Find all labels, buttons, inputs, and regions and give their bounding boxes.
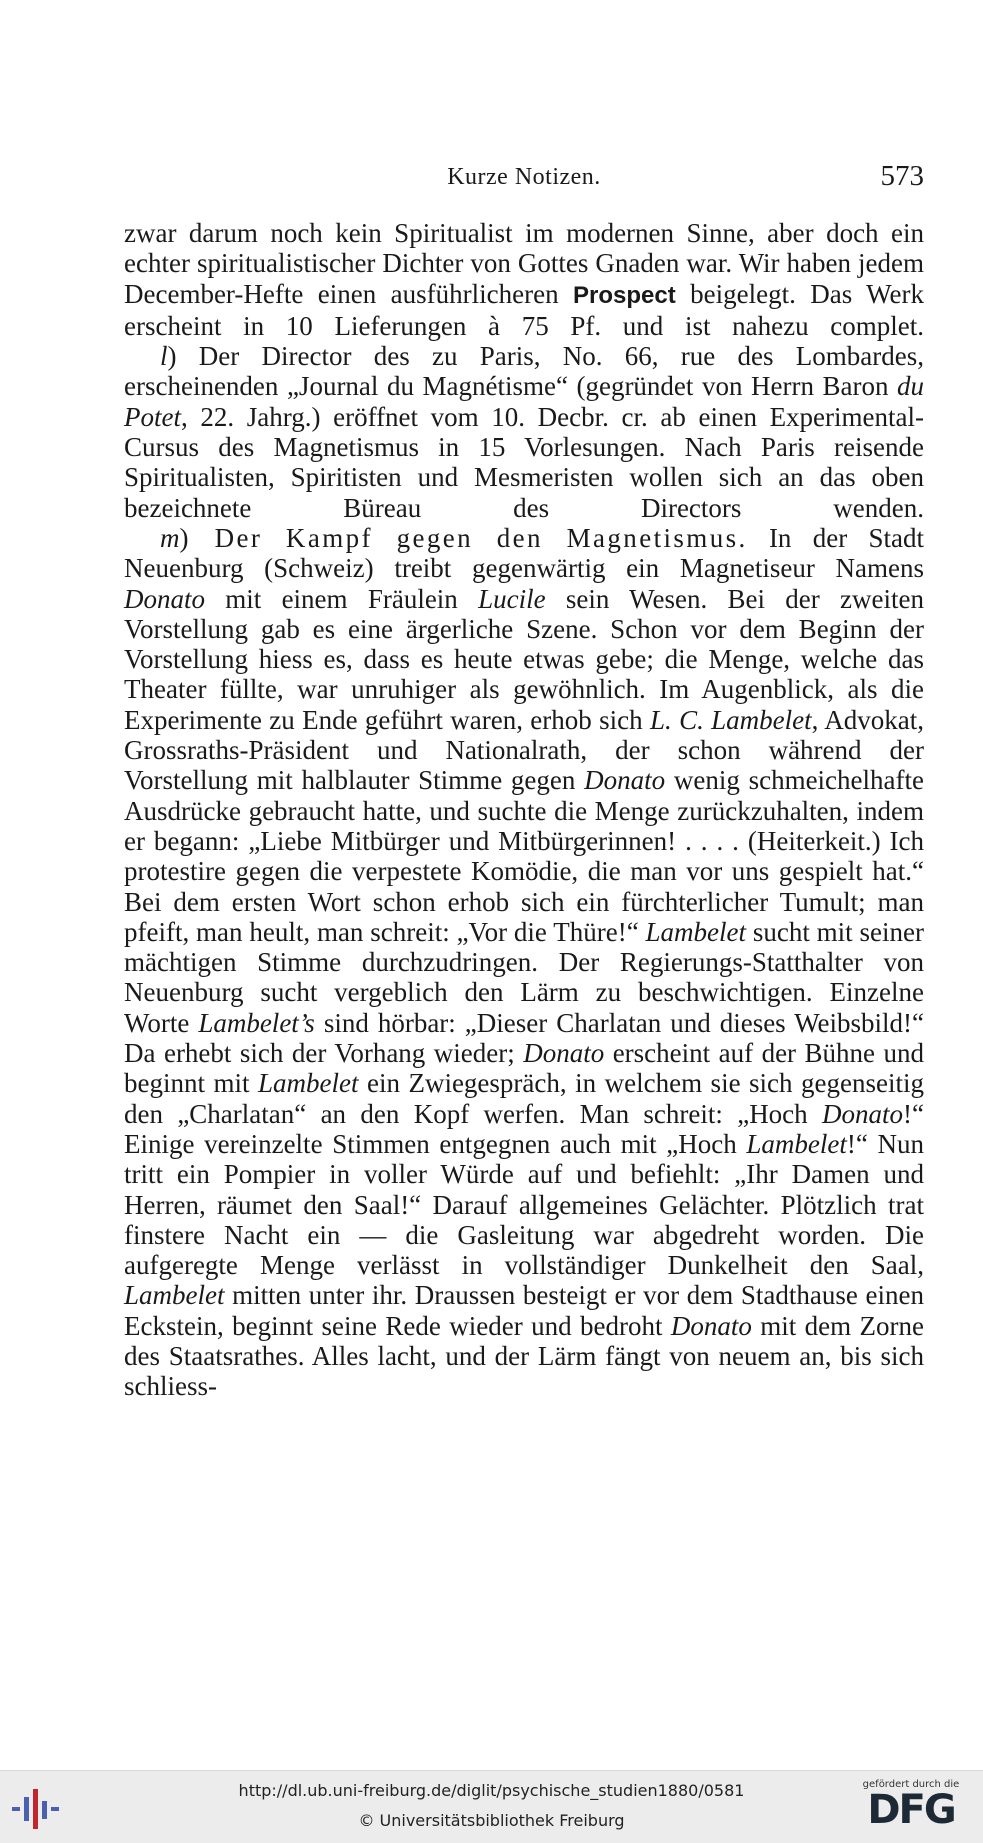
copyright-notice: © Universitätsbibliothek Freiburg xyxy=(358,1811,625,1830)
person-name: Lambelet’s xyxy=(198,1007,315,1038)
text-run: beigelegt. Das Werk erscheint in 10 Lieferungen à 75 Pf. und ist nahezu complet. xyxy=(124,278,924,341)
item-marker: l xyxy=(160,341,168,372)
text-run: , 22. Jahrg.) eröffnet vom 10. Decbr. cr. ab einen Experimental-Cursus des Magnetismus in 15 Vorlesungen. Nach Paris reisende Spiritualisten, Spiritisten und Mesmeristen wollen sich an das oben bezeichnete Büreau des Directors wenden. xyxy=(124,401,924,523)
text-run: erscheint auf der Bühne und beginnt mit xyxy=(124,1038,924,1099)
text-run: sein Wesen. Bei der zweiten Vorstellung gab es eine ärgerliche Szene. Schon vor dem Beginn der Vorstellung hiess es, dass es heute etwas gebe; die Menge, welche das Theater füllte, war unruhiger als gewöhnlich. Im Augenblick, als die Experimente zu Ende geführt waren, erhob sich xyxy=(124,583,924,735)
person-name: Lambelet xyxy=(257,1068,359,1099)
person-name: Donato xyxy=(584,765,666,796)
text-run: In der Stadt Neuenburg (Schweiz) treibt gegenwärtig ein Magnetiseur Namens xyxy=(124,522,924,584)
viewer-footer xyxy=(0,1770,983,1843)
item-marker: m xyxy=(160,522,180,553)
text-run: !“ Einige vereinzelte Stimmen entgegnen auch mit „Hoch xyxy=(124,1098,924,1159)
text-run: ein Zwiegespräch, in welchem sie sich gegenseitig den „Charlatan“ an den Kopf werfen. Man schreit: „Hoch xyxy=(124,1068,924,1129)
person-name: Donato xyxy=(822,1098,904,1129)
person-name: Lucile xyxy=(478,583,546,614)
sponsor-label: gefördert durch die xyxy=(862,1779,960,1790)
person-name: Lambelet xyxy=(645,916,747,947)
body-text xyxy=(124,218,924,1402)
person-name: du Potet xyxy=(124,371,924,432)
section-heading: ) Der Kampf gegen den Magnetismus. xyxy=(179,522,748,553)
text-run: sucht mit seiner mächtigen Stimme durchzudringen. Der Regierungs-Statthalter von Neuenburg sucht vergeblich den Lärm zu beschwichtigen. Einzelne Worte xyxy=(124,916,924,1038)
person-name: Lambelet xyxy=(746,1128,847,1159)
text-run: mit einem Fräulein xyxy=(205,583,479,614)
person-name: Donato xyxy=(670,1310,752,1341)
text-run: mitten unter ihr. Draussen besteigt er vor dem Stadthause einen Eckstein, beginnt seine Rede wieder und bedroht xyxy=(124,1280,924,1341)
person-name: Donato xyxy=(523,1038,605,1069)
text-run: , Advokat, Grossraths-Präsident und Nationalrath, der schon während der Vorstellung mit halblauter Stimme gegen xyxy=(124,704,924,796)
prospect-term: Prospect xyxy=(573,281,676,309)
text-run: sind hörbar: „Dieser Charlatan und dieses Weibsbild!“ Da erhebt sich der Vorhang wieder; xyxy=(124,1007,924,1069)
source-url-link[interactable]: http://dl.ub.uni-freiburg.de/diglit/psychische_studien1880/0581 xyxy=(238,1781,745,1800)
text-run: mit dem Zorne des Staatsrathes. Alles lacht, und der Lärm fängt von neuem an, bis sich schliess- xyxy=(124,1310,924,1402)
running-title: Kurze Notizen. xyxy=(447,164,601,190)
paragraph-continuation xyxy=(124,218,924,341)
paragraph-l xyxy=(124,341,924,523)
running-head xyxy=(124,160,924,200)
dfg-logo xyxy=(851,1777,971,1837)
person-name: Donato xyxy=(124,583,205,614)
dfg-logo-icon: DFG xyxy=(867,1787,955,1833)
person-name: L. C. Lambelet xyxy=(649,704,812,735)
text-run: wenig schmeichelhafte Ausdrücke gebraucht hatte, und suchte die Menge zurückzuhalten, indem er begann: „Liebe Mitbürger und Mitbürgerinnen! . . . . (Heiterkeit.) Ich protestire gegen die verpestete Komödie, die man vor uns gespielt hat.“ Bei dem ersten Wort schon erhob sich ein fürchterlicher Tumult; man pfeift, man heult, man schreit: „Vor die Thüre!“ xyxy=(124,765,924,947)
text-run: zwar darum noch kein Spiritualist im modernen Sinne, aber doch ein echter spiritualistischer Dichter von Gottes Gnaden war. Wir haben jedem December-Hefte einen ausführlicheren xyxy=(124,218,924,309)
page-number: 573 xyxy=(880,160,924,192)
paragraph-m xyxy=(124,523,924,1402)
person-name: Lambelet xyxy=(124,1280,225,1311)
text-run: !“ Nun tritt ein Pompier in voller Würde auf und befiehlt: „Ihr Damen und Herren, räumet den Saal!“ Darauf allgemeines Gelächter. Plötzlich trat finstere Nacht ein — die Gasleitung war abgedreht worden. Die aufgeregte Menge verlässt in vollständiger Dunkelheit den Saal, xyxy=(124,1128,924,1281)
text-run: ) Der Director des zu Paris, No. 66, rue des Lombardes, erscheinenden „Journal du Magnétisme“ (gegründet von Herrn Baron xyxy=(124,341,924,402)
